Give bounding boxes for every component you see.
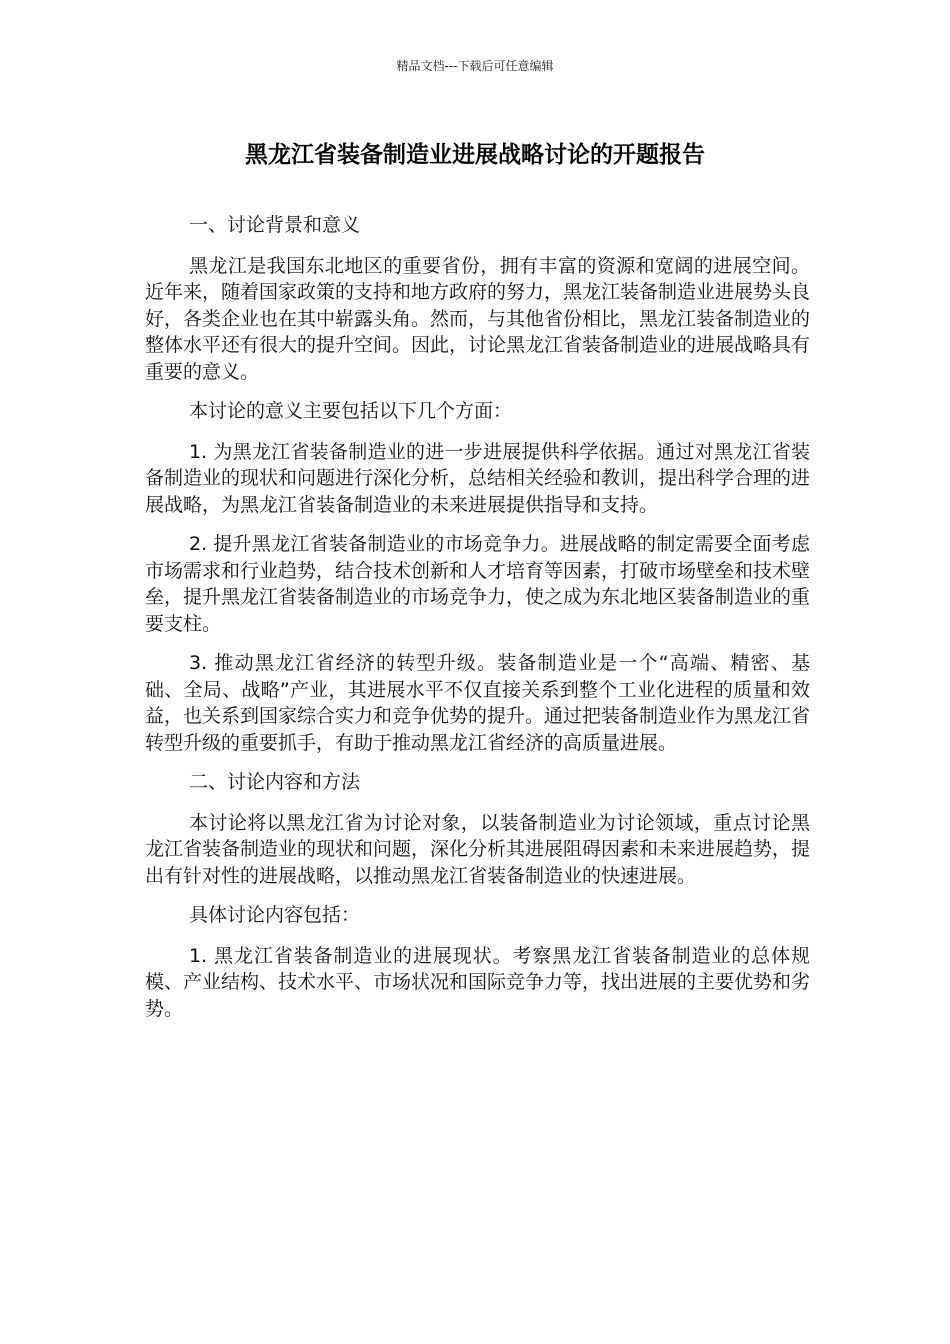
paragraph-background: 黑龙江是我国东北地区的重要省份，拥有丰富的资源和宽阔的进展空间。近年来，随着国家政策的支持和地方政府的努力，黑龙江装备制造业进展势头良好，各类企业也在其中崭露头角。然而，与其他省份相比，黑龙江装备制造业的整体水平还有很大的提升空间。因此，讨论黑龙江省装备制造业的进展战略具有重要的意义。	[145, 254, 811, 383]
paragraph-research-scope: 本讨论将以黑龙江省为讨论对象，以装备制造业为讨论领域，重点讨论黑龙江省装备制造业的现状和问题，深化分析其进展阻碍因素和未来进展趋势，提出有针对性的进展战略，以推动黑龙江省装备制造业的快速进展。	[145, 811, 811, 887]
section-heading-background: 一、讨论背景和意义	[189, 214, 361, 236]
paragraph-point-1: 1. 为黑龙江省装备制造业的进一步进展提供科学依据。通过对黑龙江省装备制造业的现状和问题进行深化分析，总结相关经验和教训，提出科学合理的进展战略，为黑龙江省装备制造业的未来进展提供指导和支持。	[145, 440, 811, 516]
paragraph-significance-intro: 本讨论的意义主要包括以下几个方面：	[189, 400, 513, 422]
paragraph-content-item-1: 1. 黑龙江省装备制造业的进展现状。考察黑龙江省装备制造业的总体规模、产业结构、技术水平、市场状况和国际竞争力等，找出进展的主要优势和劣势。	[145, 944, 811, 1020]
document-body	[145, 212, 810, 1035]
section-heading-content-method: 二、讨论内容和方法	[189, 771, 361, 793]
paragraph-point-2: 2. 提升黑龙江省装备制造业的市场竞争力。进展战略的制定需要全面考虑市场需求和行业趋势，结合技术创新和人才培育等因素，打破市场壁垒和技术壁垒，提升黑龙江省装备制造业的市场竞争力，使之成为东北地区装备制造业的重要支柱。	[145, 533, 811, 635]
document-title: 黑龙江省装备制造业进展战略讨论的开题报告	[245, 142, 705, 168]
page-header-watermark: 精品文档---下载后可任意编辑	[396, 59, 554, 73]
paragraph-content-intro: 具体讨论内容包括：	[189, 904, 361, 926]
paragraph-point-3: 3. 推动黑龙江省经济的转型升级。装备制造业是一个“高端、精密、基础、全局、战略”产业，其进展水平不仅直接关系到整个工业化进程的质量和效益，也关系到国家综合实力和竞争优势的提升。通过把装备制造业作为黑龙江省转型升级的重要抓手，有助于推动黑龙江省经济的高质量进展。	[145, 652, 811, 754]
